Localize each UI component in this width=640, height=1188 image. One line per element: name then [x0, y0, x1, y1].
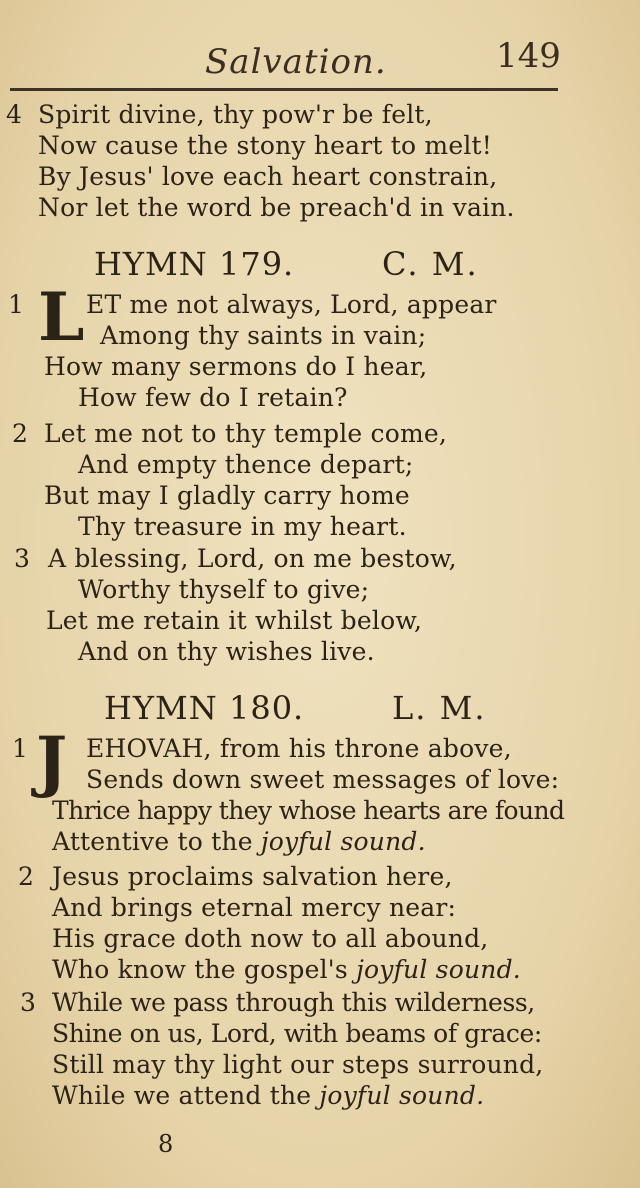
verse-line: Thy treasure in my heart. [78, 512, 407, 541]
verse-number: 3 [20, 988, 36, 1017]
drop-cap: L [38, 278, 85, 356]
verse-line: His grace doth now to all abound, [52, 924, 489, 953]
header-rule [10, 88, 558, 91]
verse-line: Nor let the word be preach'd in vain. [38, 193, 515, 222]
verse-line: While we pass through this wilderness, [52, 988, 535, 1017]
hymn-meter: L. M. [392, 689, 487, 727]
verse-line: Jesus proclaims salvation here, [52, 862, 453, 891]
verse-line: And empty thence depart; [78, 450, 414, 479]
verse-number: 4 [6, 100, 22, 129]
verse-line-text: Attentive to the [52, 827, 261, 856]
italic-phrase: joyful sound. [319, 1081, 485, 1110]
page-header [0, 30, 640, 90]
verse-line: By Jesus' love each heart constrain, [38, 162, 498, 191]
verse-line: How few do I retain? [78, 383, 348, 412]
verse-line: EHOVAH, from his throne above, [86, 734, 512, 763]
italic-phrase: joyful sound. [260, 827, 426, 856]
verse-line: Sends down sweet messages of love: [86, 765, 560, 794]
verse-line [52, 955, 521, 984]
verse-number: 1 [12, 734, 28, 763]
verse-line: But may I gladly carry home [44, 481, 410, 510]
verse-line: Worthy thyself to give; [78, 575, 370, 604]
verse-line: Let me not to thy temple come, [44, 419, 448, 448]
verse-line-text: Who know the gospel's [52, 955, 357, 984]
verse-line: How many sermons do I hear, [44, 352, 428, 381]
verse-number: 1 [8, 290, 24, 319]
verse-number: 2 [18, 862, 34, 891]
running-head: Salvation. [205, 42, 387, 82]
verse-line: And on thy wishes live. [78, 637, 375, 666]
verse-line [52, 1081, 484, 1110]
verse-line: ET me not always, Lord, appear [86, 290, 497, 319]
verse-line: Now cause the stony heart to melt! [38, 131, 493, 160]
verse-number: 3 [14, 544, 30, 573]
verse-line: A blessing, Lord, on me bestow, [48, 544, 457, 573]
hymn-meter: C. M. [382, 245, 479, 283]
verse-line [52, 827, 426, 856]
verse-line: Thrice happy they whose hearts are found [52, 796, 565, 825]
verse-line: Shine on us, Lord, with beams of grace: [52, 1019, 542, 1048]
italic-phrase: joyful sound. [356, 955, 521, 984]
verse-line: Let me retain it whilst below, [46, 606, 423, 635]
verse-line: And brings eternal mercy near: [52, 893, 457, 922]
verse-line: Still may thy light our steps surround, [52, 1050, 544, 1079]
page-number: 149 [496, 36, 561, 76]
hymn-title: HYMN 179. [94, 245, 295, 283]
verse-line: Among thy saints in vain; [100, 321, 427, 350]
verse-line: Spirit divine, thy pow'r be felt, [38, 100, 433, 129]
hymn-title: HYMN 180. [104, 689, 305, 727]
signature-mark: 8 [158, 1130, 174, 1158]
verse-number: 2 [12, 419, 28, 448]
verse-line-text: While we attend the [52, 1081, 320, 1110]
drop-cap: J [36, 722, 68, 800]
